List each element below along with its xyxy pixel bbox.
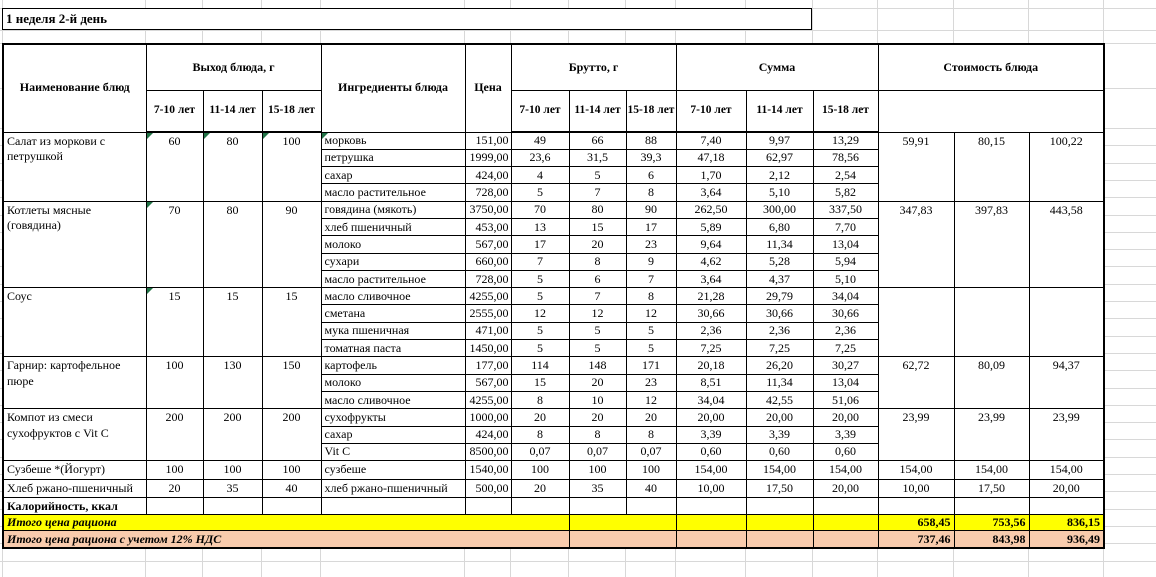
dish-name-cell[interactable]: Компот из смеси сухофруктов с Vit C: [3, 409, 146, 461]
error-indicator-icon: [147, 202, 153, 208]
sum-cell[interactable]: 20,00: [746, 409, 813, 426]
sum-cell[interactable]: 5,82: [813, 184, 878, 201]
cost-cell[interactable]: 94,37: [1029, 357, 1104, 409]
sum-cell[interactable]: 7,70: [813, 218, 878, 235]
empty-cell[interactable]: [878, 498, 954, 515]
dish-name-cell[interactable]: Салат из моркови с петрушкой: [3, 132, 146, 201]
gross-cell[interactable]: 5: [511, 340, 569, 357]
price-cell[interactable]: 728,00: [465, 270, 511, 287]
price-cell[interactable]: 1999,00: [465, 149, 511, 166]
price-cell[interactable]: 471,00: [465, 322, 511, 339]
ingredient-cell[interactable]: сахар: [321, 426, 465, 443]
empty-cell[interactable]: [954, 498, 1029, 515]
gross-cell[interactable]: 70: [511, 201, 569, 218]
gross-cell[interactable]: 8: [511, 426, 569, 443]
sum-cell[interactable]: 0,60: [813, 443, 878, 460]
total-value-cell[interactable]: 753,56: [954, 515, 1029, 531]
sum-cell[interactable]: 300,00: [746, 201, 813, 218]
yield-cell[interactable]: 70: [146, 201, 203, 287]
sum-cell[interactable]: 20,00: [813, 409, 878, 426]
empty-cell[interactable]: [746, 498, 813, 515]
gross-cell[interactable]: 9: [626, 253, 676, 270]
cost-cell[interactable]: 100,22: [1029, 132, 1104, 201]
cost-cell[interactable]: 154,00: [878, 461, 954, 480]
gross-cell[interactable]: 4: [511, 167, 569, 184]
sum-cell[interactable]: 5,10: [813, 270, 878, 287]
price-cell[interactable]: 3750,00: [465, 201, 511, 218]
ingredient-cell[interactable]: говядина (мякоть): [321, 201, 465, 218]
table-row: [3, 409, 1104, 426]
error-indicator-icon: [322, 133, 328, 139]
price-cell[interactable]: 1000,00: [465, 409, 511, 426]
gross-cell[interactable]: 7: [626, 270, 676, 287]
sum-cell[interactable]: 7,25: [813, 340, 878, 357]
ingredient-cell[interactable]: мука пшеничная: [321, 322, 465, 339]
col-header-dish-name[interactable]: Наименование блюд: [3, 44, 146, 132]
gross-cell[interactable]: 0,07: [626, 443, 676, 460]
menu-cost-table: [2, 43, 1105, 549]
gross-cell[interactable]: 171: [626, 357, 676, 374]
yield-cell[interactable]: 100: [262, 132, 321, 201]
price-cell[interactable]: 4255,00: [465, 391, 511, 408]
yield-cell[interactable]: 100: [262, 461, 321, 480]
col-header-ingredients[interactable]: Ингредиенты блюда: [321, 44, 465, 132]
error-indicator-icon: [147, 288, 153, 294]
empty-cell[interactable]: [569, 531, 676, 548]
gross-cell[interactable]: 40: [626, 479, 676, 498]
table-row: [3, 479, 1104, 498]
gross-cell[interactable]: 20: [626, 409, 676, 426]
price-cell[interactable]: 424,00: [465, 426, 511, 443]
ingredient-cell[interactable]: молоко: [321, 236, 465, 253]
cost-cell[interactable]: 443,58: [1029, 201, 1104, 287]
col-header-cost[interactable]: Стоимость блюда: [878, 44, 1104, 91]
empty-cell[interactable]: [746, 531, 813, 548]
gross-cell[interactable]: 8: [569, 426, 626, 443]
ingredient-cell[interactable]: масло сливочное: [321, 391, 465, 408]
yield-cell[interactable]: 100: [146, 357, 203, 409]
sum-cell[interactable]: 154,00: [676, 461, 746, 480]
table-row: [3, 288, 1104, 305]
sum-cell[interactable]: 0,60: [746, 443, 813, 460]
gross-cell[interactable]: 23,6: [511, 149, 569, 166]
empty-cell[interactable]: [1029, 498, 1104, 515]
sum-cell[interactable]: 47,18: [676, 149, 746, 166]
price-cell[interactable]: 567,00: [465, 236, 511, 253]
cost-cell[interactable]: 154,00: [954, 461, 1029, 480]
sum-cell[interactable]: 5,94: [813, 253, 878, 270]
gross-cell[interactable]: 12: [626, 391, 676, 408]
cost-cell[interactable]: 23,99: [954, 409, 1029, 461]
price-cell[interactable]: 453,00: [465, 218, 511, 235]
empty-cell[interactable]: [626, 498, 676, 515]
yield-cell[interactable]: 20: [146, 479, 203, 498]
sum-cell[interactable]: 2,36: [676, 322, 746, 339]
yield-cell[interactable]: 40: [262, 479, 321, 498]
ingredient-cell[interactable]: сахар: [321, 167, 465, 184]
ingredient-cell[interactable]: масло растительное: [321, 270, 465, 287]
col-header-gross-age-1[interactable]: 7-10 лет: [511, 91, 569, 133]
col-header-price[interactable]: Цена: [465, 44, 511, 132]
sum-cell[interactable]: 5,28: [746, 253, 813, 270]
gross-cell[interactable]: 6: [569, 270, 626, 287]
col-header-sum[interactable]: Сумма: [676, 44, 878, 91]
table-row: [3, 201, 1104, 218]
sum-cell[interactable]: 13,29: [813, 132, 878, 149]
gross-cell[interactable]: 15: [511, 374, 569, 391]
sum-cell[interactable]: 7,40: [676, 132, 746, 149]
gross-cell[interactable]: 10: [569, 391, 626, 408]
price-cell[interactable]: 660,00: [465, 253, 511, 270]
empty-cell[interactable]: [813, 515, 878, 531]
price-cell[interactable]: 567,00: [465, 374, 511, 391]
gross-cell[interactable]: 49: [511, 132, 569, 149]
table-row: [3, 357, 1104, 374]
gross-cell[interactable]: 8: [626, 288, 676, 305]
sum-cell[interactable]: 3,64: [676, 270, 746, 287]
dish-name-cell[interactable]: Сузбеше *(Йогурт): [3, 461, 146, 480]
sum-cell[interactable]: 1,70: [676, 167, 746, 184]
sum-cell[interactable]: 26,20: [746, 357, 813, 374]
gross-cell[interactable]: 35: [569, 479, 626, 498]
sum-cell[interactable]: 42,55: [746, 391, 813, 408]
empty-cell[interactable]: [676, 515, 746, 531]
gross-cell[interactable]: 8: [626, 184, 676, 201]
sum-cell[interactable]: 21,28: [676, 288, 746, 305]
cost-cell[interactable]: 62,72: [878, 357, 954, 409]
ingredient-cell[interactable]: молоко: [321, 374, 465, 391]
sum-cell[interactable]: 51,06: [813, 391, 878, 408]
sum-cell[interactable]: 4,37: [746, 270, 813, 287]
sum-cell[interactable]: 30,66: [676, 305, 746, 322]
gross-cell[interactable]: 100: [569, 461, 626, 480]
yield-cell[interactable]: 90: [262, 201, 321, 287]
cost-cell[interactable]: 59,91: [878, 132, 954, 201]
yield-cell[interactable]: 15: [262, 288, 321, 357]
cost-cell[interactable]: 347,83: [878, 201, 954, 287]
sum-cell[interactable]: 11,34: [746, 236, 813, 253]
sum-cell[interactable]: 78,56: [813, 149, 878, 166]
sum-cell[interactable]: 2,54: [813, 167, 878, 184]
sum-cell[interactable]: 7,25: [676, 340, 746, 357]
empty-cell[interactable]: [465, 498, 511, 515]
gross-cell[interactable]: 5: [569, 322, 626, 339]
gross-cell[interactable]: 5: [511, 270, 569, 287]
empty-cell[interactable]: [746, 515, 813, 531]
sum-cell[interactable]: 2,36: [746, 322, 813, 339]
ingredient-cell[interactable]: морковь: [321, 132, 465, 149]
gross-cell[interactable]: 13: [511, 218, 569, 235]
empty-cell[interactable]: [321, 498, 465, 515]
ingredient-cell[interactable]: хлеб ржано-пшеничный: [321, 479, 465, 498]
yield-cell[interactable]: 130: [203, 357, 262, 409]
empty-cell[interactable]: [569, 515, 676, 531]
sum-cell[interactable]: 10,00: [676, 479, 746, 498]
gross-cell[interactable]: 8: [626, 426, 676, 443]
price-cell[interactable]: 1540,00: [465, 461, 511, 480]
col-header-gross-age-3[interactable]: 15-18 лет: [626, 91, 676, 133]
gross-cell[interactable]: 88: [626, 132, 676, 149]
yield-cell[interactable]: 200: [203, 409, 262, 461]
error-indicator-icon: [204, 133, 210, 139]
yield-cell[interactable]: 200: [146, 409, 203, 461]
gross-cell[interactable]: 114: [511, 357, 569, 374]
empty-cell[interactable]: [676, 498, 746, 515]
sum-cell[interactable]: 30,27: [813, 357, 878, 374]
price-cell[interactable]: 500,00: [465, 479, 511, 498]
error-indicator-icon: [147, 133, 153, 139]
table-row: [3, 461, 1104, 480]
sum-cell[interactable]: 11,34: [746, 374, 813, 391]
col-header-yield-age-1[interactable]: 7-10 лет: [146, 91, 203, 133]
price-cell[interactable]: 4255,00: [465, 288, 511, 305]
yield-cell[interactable]: 200: [262, 409, 321, 461]
gross-cell[interactable]: 8: [511, 391, 569, 408]
gross-cell[interactable]: 80: [569, 201, 626, 218]
sum-cell[interactable]: 30,66: [746, 305, 813, 322]
gross-cell[interactable]: 90: [626, 201, 676, 218]
total-value-cell[interactable]: 836,15: [1029, 515, 1104, 531]
calories-label-cell[interactable]: Калорийность, ккал: [3, 498, 146, 515]
total-label-cell[interactable]: Итого цена рациона с учетом 12% НДС: [3, 531, 569, 548]
sheet-title-cell[interactable]: 1 неделя 2-й день: [2, 8, 812, 30]
sum-cell[interactable]: 3,39: [813, 426, 878, 443]
cost-cell[interactable]: [1029, 288, 1104, 357]
gross-cell[interactable]: 31,5: [569, 149, 626, 166]
gross-cell[interactable]: 20: [569, 236, 626, 253]
col-header-sum-age-1[interactable]: 7-10 лет: [676, 91, 746, 133]
yield-cell[interactable]: 80: [203, 132, 262, 201]
empty-cell[interactable]: [813, 531, 878, 548]
sum-cell[interactable]: 7,25: [746, 340, 813, 357]
ingredient-cell[interactable]: сухари: [321, 253, 465, 270]
gross-cell[interactable]: 23: [626, 374, 676, 391]
gross-cell[interactable]: 5: [626, 340, 676, 357]
ingredient-cell[interactable]: масло растительное: [321, 184, 465, 201]
gross-cell[interactable]: 20: [569, 374, 626, 391]
sum-cell[interactable]: 0,60: [676, 443, 746, 460]
sum-cell[interactable]: 30,66: [813, 305, 878, 322]
sum-cell[interactable]: 9,97: [746, 132, 813, 149]
gross-cell[interactable]: 12: [569, 305, 626, 322]
sum-cell[interactable]: 5,10: [746, 184, 813, 201]
ingredient-cell[interactable]: томатная паста: [321, 340, 465, 357]
header-row-ages: [3, 91, 1104, 133]
gross-cell[interactable]: 5: [569, 167, 626, 184]
col-header-yield[interactable]: Выход блюда, г: [146, 44, 321, 91]
col-header-yield-age-2[interactable]: 11-14 лет: [203, 91, 262, 133]
total-vat-row: [3, 531, 1104, 548]
gross-cell[interactable]: 0,07: [511, 443, 569, 460]
yield-cell[interactable]: 100: [146, 461, 203, 480]
col-header-yield-age-3[interactable]: 15-18 лет: [262, 91, 321, 133]
sum-cell[interactable]: 20,00: [676, 409, 746, 426]
dish-name-cell[interactable]: Хлеб ржано-пшеничный: [3, 479, 146, 498]
gross-cell[interactable]: 6: [626, 167, 676, 184]
gross-cell[interactable]: 15: [569, 218, 626, 235]
dish-name-cell[interactable]: Соус: [3, 288, 146, 357]
ingredient-cell[interactable]: петрушка: [321, 149, 465, 166]
sum-cell[interactable]: 20,00: [813, 479, 878, 498]
empty-cell[interactable]: [813, 498, 878, 515]
gross-cell[interactable]: 148: [569, 357, 626, 374]
empty-cell[interactable]: [146, 498, 203, 515]
empty-cell[interactable]: [262, 498, 321, 515]
total-value-cell[interactable]: 737,46: [878, 531, 954, 548]
error-indicator-icon: [263, 133, 269, 139]
sum-cell[interactable]: 4,62: [676, 253, 746, 270]
price-cell[interactable]: 1450,00: [465, 340, 511, 357]
gross-cell[interactable]: 100: [511, 461, 569, 480]
sum-cell[interactable]: 337,50: [813, 201, 878, 218]
sum-cell[interactable]: 62,97: [746, 149, 813, 166]
ingredient-cell[interactable]: Vit C: [321, 443, 465, 460]
cost-cell[interactable]: 23,99: [878, 409, 954, 461]
gross-cell[interactable]: 20: [511, 479, 569, 498]
ingredient-cell[interactable]: сметана: [321, 305, 465, 322]
gross-cell[interactable]: 20: [511, 409, 569, 426]
ingredient-cell[interactable]: масло сливочное: [321, 288, 465, 305]
empty-cell[interactable]: [203, 498, 262, 515]
sum-cell[interactable]: 13,04: [813, 236, 878, 253]
sum-cell[interactable]: 262,50: [676, 201, 746, 218]
ingredient-cell[interactable]: картофель: [321, 357, 465, 374]
cost-cell[interactable]: 154,00: [1029, 461, 1104, 480]
cost-cell[interactable]: [878, 288, 954, 357]
gross-cell[interactable]: 5: [511, 288, 569, 305]
gross-cell[interactable]: 39,3: [626, 149, 676, 166]
gross-cell[interactable]: 7: [569, 288, 626, 305]
sum-cell[interactable]: 3,39: [746, 426, 813, 443]
total-value-cell[interactable]: 936,49: [1029, 531, 1104, 548]
dish-name-cell[interactable]: Гарнир: картофельное пюре: [3, 357, 146, 409]
yield-cell[interactable]: 100: [203, 461, 262, 480]
empty-cell[interactable]: [676, 531, 746, 548]
sum-cell[interactable]: 5,89: [676, 218, 746, 235]
price-cell[interactable]: 2555,00: [465, 305, 511, 322]
ingredient-cell[interactable]: сузбеше: [321, 461, 465, 480]
col-header-gross-age-2[interactable]: 11-14 лет: [569, 91, 626, 133]
col-header-gross[interactable]: Брутто, г: [511, 44, 676, 91]
sum-cell[interactable]: 17,50: [746, 479, 813, 498]
sum-cell[interactable]: 2,36: [813, 322, 878, 339]
cost-cell[interactable]: 397,83: [954, 201, 1029, 287]
gross-cell[interactable]: 7: [569, 184, 626, 201]
total-value-cell[interactable]: 658,45: [878, 515, 954, 531]
yield-cell[interactable]: 60: [146, 132, 203, 201]
sum-cell[interactable]: 8,51: [676, 374, 746, 391]
gross-cell[interactable]: 5: [569, 340, 626, 357]
price-cell[interactable]: 424,00: [465, 167, 511, 184]
sum-cell[interactable]: 6,80: [746, 218, 813, 235]
cost-cell[interactable]: 17,50: [954, 479, 1029, 498]
empty-cell[interactable]: [511, 498, 569, 515]
cost-cell[interactable]: [954, 288, 1029, 357]
gross-cell[interactable]: 0,07: [569, 443, 626, 460]
total-value-cell[interactable]: 843,98: [954, 531, 1029, 548]
yield-cell[interactable]: 15: [203, 288, 262, 357]
cost-cell[interactable]: 23,99: [1029, 409, 1104, 461]
gross-cell[interactable]: 5: [511, 184, 569, 201]
gross-cell[interactable]: 5: [511, 322, 569, 339]
gross-cell[interactable]: 17: [511, 236, 569, 253]
cost-cell[interactable]: 10,00: [878, 479, 954, 498]
gross-cell[interactable]: 20: [569, 409, 626, 426]
gridline-horizontal: [0, 561, 1156, 562]
yield-cell[interactable]: 35: [203, 479, 262, 498]
gross-cell[interactable]: 66: [569, 132, 626, 149]
gridline-horizontal: [0, 30, 1156, 31]
gross-cell[interactable]: 5: [626, 322, 676, 339]
table-row: [3, 132, 1104, 149]
price-cell[interactable]: 8500,00: [465, 443, 511, 460]
gross-cell[interactable]: 7: [511, 253, 569, 270]
sum-cell[interactable]: 34,04: [813, 288, 878, 305]
price-cell[interactable]: 728,00: [465, 184, 511, 201]
sum-cell[interactable]: 20,18: [676, 357, 746, 374]
ingredient-cell[interactable]: хлеб пшеничный: [321, 218, 465, 235]
sum-cell[interactable]: 9,64: [676, 236, 746, 253]
price-cell[interactable]: 151,00: [465, 132, 511, 149]
calories-row: [3, 498, 1104, 515]
sum-cell[interactable]: 3,64: [676, 184, 746, 201]
cost-cell[interactable]: 80,09: [954, 357, 1029, 409]
header-row-groups: [3, 44, 1104, 91]
sum-cell[interactable]: 29,79: [746, 288, 813, 305]
gross-cell[interactable]: 100: [626, 461, 676, 480]
col-header-sum-age-2[interactable]: 11-14 лет: [746, 91, 813, 133]
empty-cell[interactable]: [569, 498, 626, 515]
gross-cell[interactable]: 12: [511, 305, 569, 322]
sum-cell[interactable]: 2,12: [746, 167, 813, 184]
sum-cell[interactable]: 34,04: [676, 391, 746, 408]
sum-cell[interactable]: 154,00: [746, 461, 813, 480]
sum-cell[interactable]: 3,39: [676, 426, 746, 443]
sum-cell[interactable]: 13,04: [813, 374, 878, 391]
sum-cell[interactable]: 154,00: [813, 461, 878, 480]
cost-cell[interactable]: 80,15: [954, 132, 1029, 201]
cost-cell[interactable]: 20,00: [1029, 479, 1104, 498]
price-cell[interactable]: 177,00: [465, 357, 511, 374]
yield-cell[interactable]: 80: [203, 201, 262, 287]
gross-cell[interactable]: 23: [626, 236, 676, 253]
total-label-cell[interactable]: Итого цена рациона: [3, 515, 569, 531]
gross-cell[interactable]: 12: [626, 305, 676, 322]
yield-cell[interactable]: 15: [146, 288, 203, 357]
ingredient-cell[interactable]: сухофрукты: [321, 409, 465, 426]
yield-cell[interactable]: 150: [262, 357, 321, 409]
dish-name-cell[interactable]: Котлеты мясные (говядина): [3, 201, 146, 287]
total-row: [3, 515, 1104, 531]
gross-cell[interactable]: 17: [626, 218, 676, 235]
gross-cell[interactable]: 8: [569, 253, 626, 270]
col-header-sum-age-3[interactable]: 15-18 лет: [813, 91, 878, 133]
